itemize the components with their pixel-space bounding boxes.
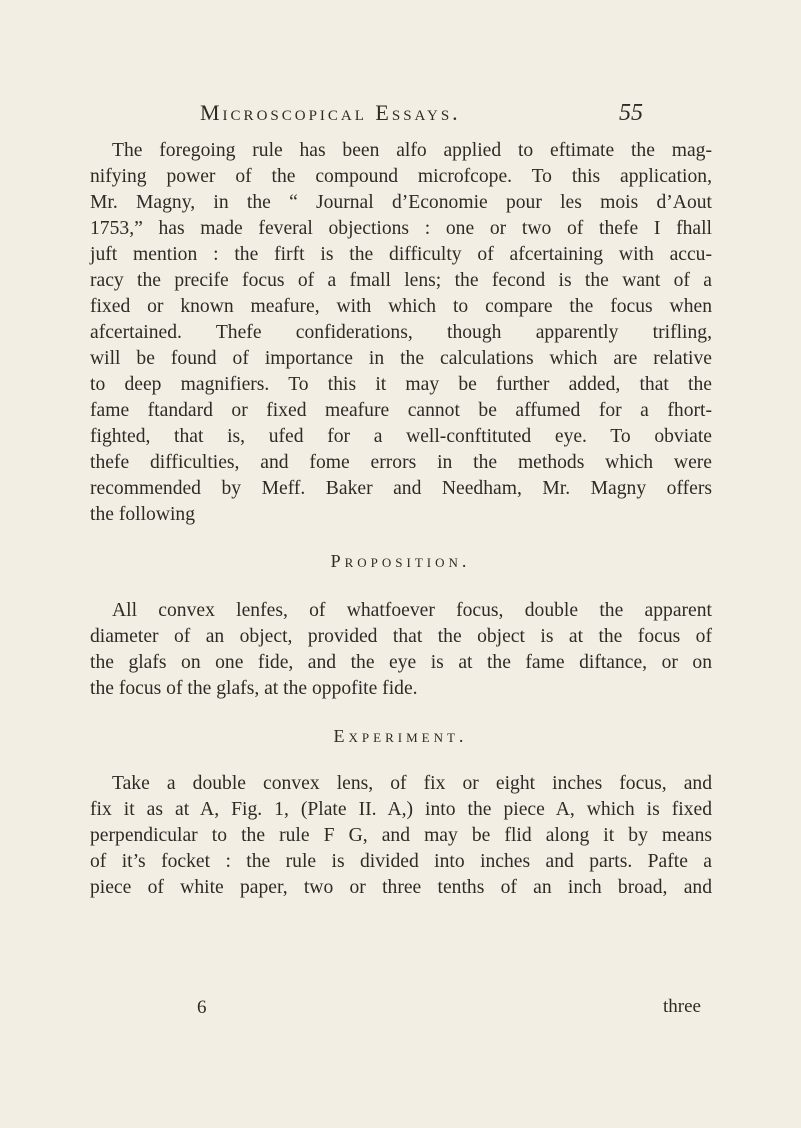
text-line: perpendicular to the rule F G, and may be flid along it by means [90, 825, 712, 846]
text-line: to deep magnifiers. To this it may be further added, that the [90, 374, 712, 395]
catchword: three [663, 996, 701, 1017]
text-line: fixed or known meafure, with which to compare the focus when [90, 296, 712, 317]
text-line: fix it as at A, Fig. 1, (Plate II. A,) into the piece A, which is fixed [90, 799, 712, 820]
text-line: All convex lenfes, of whatfoever focus, double the apparent [112, 600, 712, 621]
text-line: fighted, that is, ufed for a well-conftituted eye. To obviate [90, 426, 712, 447]
text-line: thefe difficulties, and fome errors in the methods which were [90, 452, 712, 473]
text-line: the following [90, 504, 196, 525]
text-line: fame ftandard or fixed meafure cannot be affumed for a fhort- [90, 400, 712, 421]
text-line: recommended by Meff. Baker and Needham, Mr. Magny offers [90, 478, 712, 499]
text-line: of it’s focket : the rule is divided into inches and parts. Pafte a [90, 851, 712, 872]
text-line: the glafs on one fide, and the eye is at the fame diftance, or on [90, 652, 712, 673]
text-line: diameter of an object, provided that the object is at the focus of [90, 626, 712, 647]
text-line: racy the precife focus of a fmall lens; the fecond is the want of a [90, 270, 712, 291]
text-line: The foregoing rule has been alfo applied to eftimate the mag- [112, 140, 712, 161]
text-line: Mr. Magny, in the “ Journal d’Economie pour les mois d’Aout [90, 192, 712, 213]
page-number: 55 [619, 100, 643, 126]
text-line: will be found of importance in the calculations which are relative [90, 348, 712, 369]
text-line: Take a double convex lens, of fix or eight inches focus, and [112, 773, 712, 794]
text-line: piece of white paper, two or three tenths of an inch broad, and [90, 877, 712, 898]
signature-mark: 6 [197, 997, 207, 1018]
running-title: Microscopical Essays. [200, 100, 461, 125]
heading-experiment: Experiment. [333, 726, 468, 746]
text-line: 1753,” has made feveral objections : one or two of thefe I fhall [90, 218, 712, 239]
text-line: nifying power of the compound microfcope. To this application, [90, 166, 712, 187]
text-line: afcertained. Thefe confiderations, though apparently trifling, [90, 322, 712, 343]
heading-proposition: Proposition. [330, 551, 471, 571]
text-line: juft mention : the firft is the difficulty of afcertaining with accu- [90, 244, 712, 265]
text-line: the focus of the glafs, at the oppofite fide. [90, 678, 418, 699]
